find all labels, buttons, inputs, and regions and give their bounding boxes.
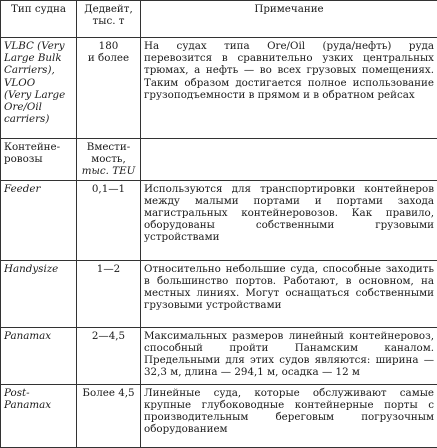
type-line: VLOO — [4, 77, 73, 89]
ship-type-cell — [1, 260, 77, 327]
header-note — [141, 1, 437, 38]
table-row — [1, 327, 437, 384]
type-line: Carriers), — [4, 64, 73, 76]
header-dwt-line1: Дедвейт, — [80, 3, 137, 15]
dwt-cell — [77, 327, 141, 384]
type-line: Post- — [4, 387, 73, 399]
dwt-cell — [77, 384, 141, 447]
header-dwt — [77, 1, 141, 38]
table-header-row — [1, 1, 437, 38]
note-text: Максимальных размеров линейный контейнеровоз, способный пройти Панамским каналом. Предельными для этих судов являются: ширина — 32,3 м, длина — 294,1 м, осадка — 12 м — [144, 330, 434, 379]
header-dwt-line2: тыс. т — [80, 15, 137, 27]
type-line: carriers) — [4, 113, 73, 125]
header-type-label: Тип судна — [11, 3, 66, 15]
note-cell — [141, 260, 437, 327]
type-line: ровозы — [4, 153, 73, 165]
type-line: VLBC (Very — [4, 40, 73, 52]
note-text: Линейные суда, которые обслуживают самые крупные глубоководные контейнерные порты с производительным береговым погрузочным оборудованием — [144, 387, 434, 436]
table-row — [1, 180, 437, 260]
dwt-line: мость, — [80, 153, 137, 165]
dwt-line: 180 — [80, 40, 137, 52]
type-line: Ore/Oil — [4, 101, 73, 113]
dwt-line: Вмести- — [80, 141, 137, 153]
type-line: Panamax — [4, 399, 73, 411]
dwt-line: 0,1—1 — [80, 183, 137, 195]
header-type — [1, 1, 77, 38]
dwt-line: и более — [80, 52, 137, 64]
dwt-cell — [77, 180, 141, 260]
ship-type-cell — [1, 139, 77, 181]
note-cell — [141, 180, 437, 260]
type-line: Panamax — [4, 330, 73, 342]
dwt-line: 2—4,5 — [80, 330, 137, 342]
note-cell — [141, 38, 437, 139]
dwt-line: 1—2 — [80, 263, 137, 275]
dwt-cell — [77, 139, 141, 181]
note-cell — [141, 139, 437, 181]
header-note-label: Примечание — [254, 3, 323, 15]
table-row — [1, 260, 437, 327]
ship-type-cell — [1, 180, 77, 260]
note-text: На судах типа Ore/Oil (руда/нефть) руда перевозится в сравнительно узких центральных трюмах, а нефть — во всех грузовых помещениях. Таким образом достигается полное использование грузоподъемности в прямом и в обратном рейсах — [144, 40, 434, 101]
dwt-cell — [77, 260, 141, 327]
table-row — [1, 384, 437, 447]
type-line: Контейне- — [4, 141, 73, 153]
dwt-cell — [77, 38, 141, 139]
note-text: Используются для транспортировки контейнеров между малыми портами и портами захода магистральных контейнеровозов. Как правило, оборудованы собственными грузовыми устройствами — [144, 183, 434, 244]
ship-type-cell — [1, 327, 77, 384]
type-line: Feeder — [4, 183, 73, 195]
dwt-line: тыс. TEU — [80, 165, 137, 177]
type-line: Large Bulk — [4, 52, 73, 64]
table-row — [1, 38, 437, 139]
note-text: Относительно небольшие суда, способные заходить в большинство портов. Работают, в основном, на местных линиях. Могут оснащаться собственными грузовыми устройствами — [144, 263, 434, 312]
note-cell — [141, 327, 437, 384]
type-line: Handysize — [4, 263, 73, 275]
dwt-line: Более 4,5 — [80, 387, 137, 399]
type-line: (Very Large — [4, 89, 73, 101]
table-row — [1, 139, 437, 181]
ship-type-cell — [1, 384, 77, 447]
ship-type-cell — [1, 38, 77, 139]
note-cell — [141, 384, 437, 447]
